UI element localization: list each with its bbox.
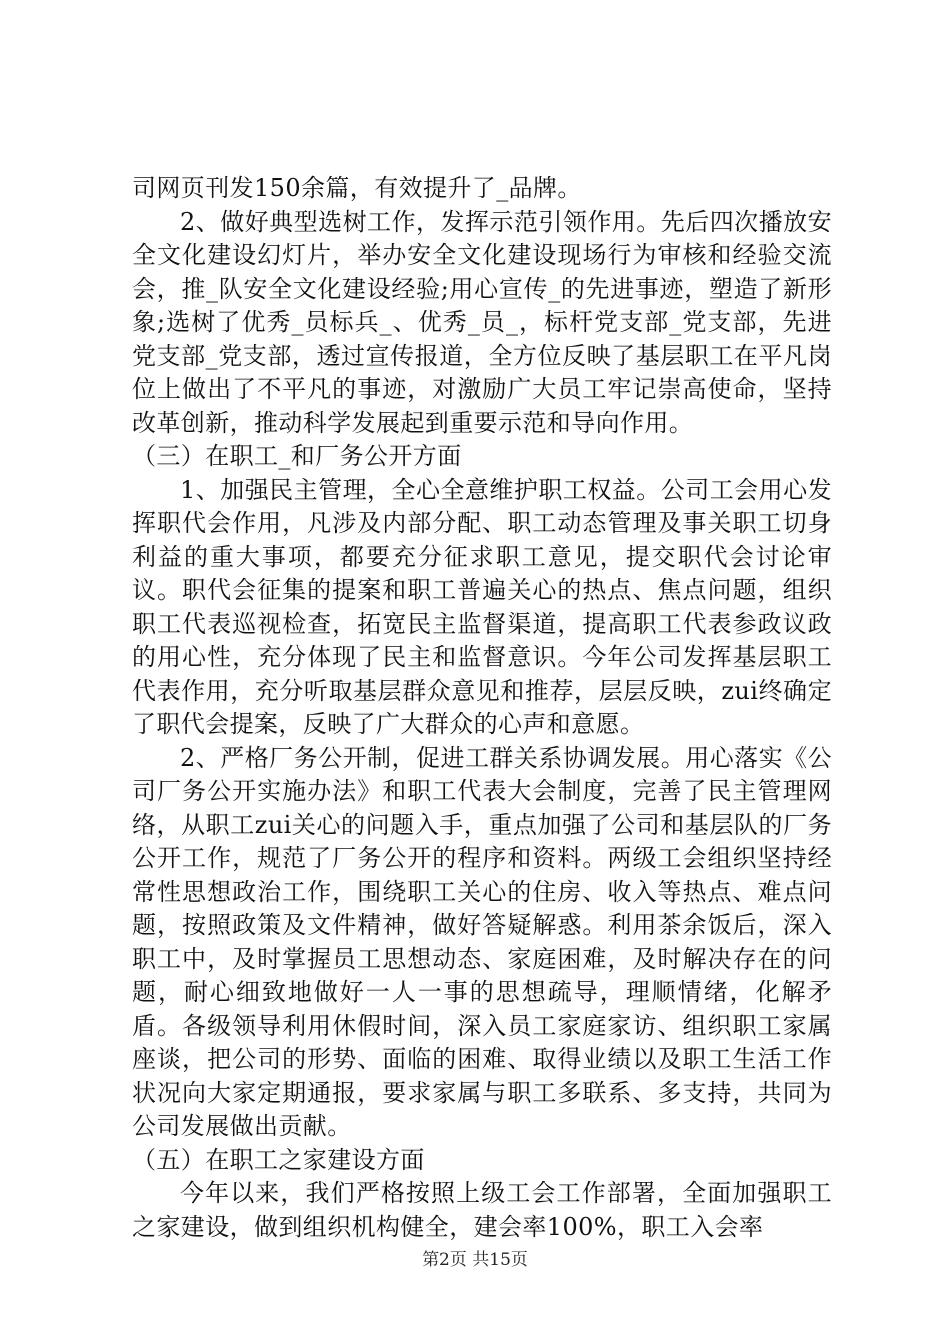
paragraph-continuation: 司网页刊发150余篇，有效提升了_品牌。 xyxy=(132,174,582,202)
paragraph-item-2b: 2、严格厂务公开制，促进工群关系协调发展。用心落实《公司厂务公开实施办法》和职工代表大会制度，完善了民主管理网络，从职工zui关心的问题入手，重点加强了公司和基层队的厂务公开工作，规范了厂务公开的程序和资料。两级工会组织坚持经常性思想政治工作，围绕职工关心的住房、收入等热点、难点问题，按照政策及文件精神，做好答疑解惑。利用茶余饭后，深入职工中，及时掌握员工思想动态、家庭困难，及时解决存在的问题，耐心细致地做好一人一事的思想疏导，理顺情绪，化解矛盾。各级领导利用休假时间，深入员工家庭家访、组织职工家属座谈，把公司的形势、面临的困难、取得业绩以及职工生活工作状况向大家定期通报，要求家属与职工多联系、多支持，共同为公司发展做出贡献。 xyxy=(132,743,832,1140)
paragraph-home-building: 今年以来，我们严格按照上级工会工作部署，全面加强职工之家建设，做到组织机构健全，建会率100%，职工入会率 xyxy=(132,1179,832,1241)
page-number-footer: 第2页 共15页 xyxy=(422,1250,528,1270)
paragraph-item-1: 1、加强民主管理，全心全意维护职工权益。公司工会用心发挥职代会作用，凡涉及内部分配、职工动态管理及事关职工切身利益的重大事项，都要充分征求职工意见，提交职代会讨论审议。职代会征集的提案和职工普遍关心的热点、焦点问题，组织职工代表巡视检查，拓宽民主监督渠道，提高职工代表参政议政的用心性，充分体现了民主和监督意识。今年公司发挥基层职工代表作用，充分听取基层群众意见和推荐，层层反映，zui终确定了职代会提案，反映了广大群众的心声和意愿。 xyxy=(132,475,832,738)
document-body xyxy=(132,172,832,1244)
section-heading-3: （三）在职工_和厂务公开方面 xyxy=(132,442,462,470)
paragraph-item-2: 2、做好典型选树工作，发挥示范引领作用。先后四次播放安全文化建设幻灯片，举办安全文化建设现场行为审核和经验交流会，推_队安全文化建设经验;用心宣传_的先进事迹，塑造了新形象;选树了优秀_员标兵_、优秀_员_，标杆党支部_党支部，先进党支部_党支部，透过宣传报道，全方位反映了基层职工在平凡岗位上做出了不平凡的事迹，对激励广大员工牢记崇高使命，坚持改革创新，推动科学发展起到重要示范和导向作用。 xyxy=(132,207,832,437)
section-heading-5: （五）在职工之家建设方面 xyxy=(132,1145,425,1174)
